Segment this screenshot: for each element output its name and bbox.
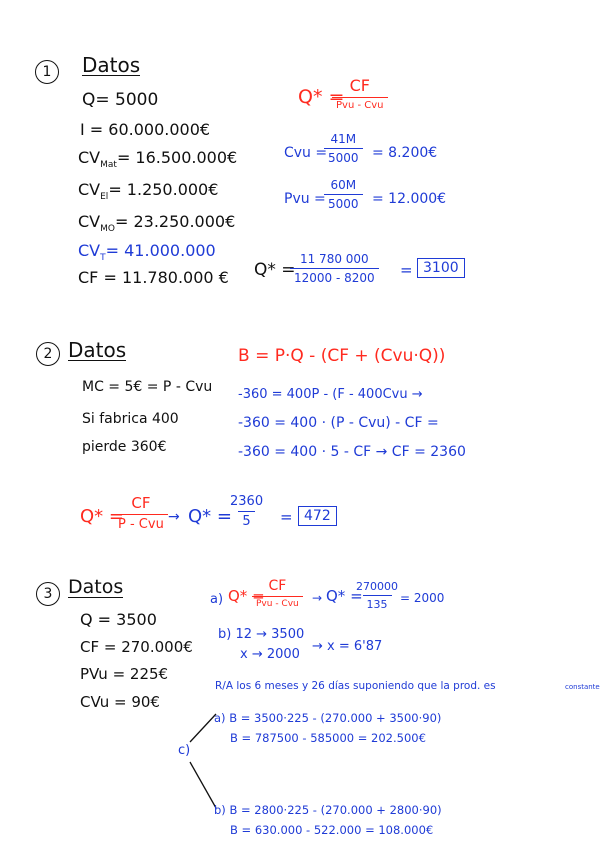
s3-c-b-line-2: B = 630.000 - 522.000 = 108.000€ <box>230 823 434 837</box>
section-3-number: 3 <box>36 582 60 606</box>
s1-cvu-result: = 8.200€ <box>372 145 438 161</box>
s3-b-line-2: x → 2000 <box>240 647 300 662</box>
s1-qstar-label: Q* = <box>298 86 345 108</box>
s1-cvmo: $CV_{MO}=$ 23.250.000€ <box>78 212 236 235</box>
s2-mc: MC = 5€ = P - Cvu <box>82 379 213 395</box>
s3-c-a-line-1: a) B = 3500·225 - (270.000 + 3500·90) <box>214 711 442 725</box>
s3-ra: R/A los 6 meses y 26 días suponiendo que la prod. es <box>215 680 496 692</box>
s1-cvel: $CV_{El}=$ 1.250.000€ <box>78 180 219 203</box>
s2-qstar-label: Q* = <box>80 506 124 527</box>
s1-qstar-fraction: CF Pvu - Cvu <box>332 76 388 111</box>
section-1-number: 1 <box>35 60 59 84</box>
s3-a-qstar-label: Q* = <box>228 587 265 605</box>
section-3-title: Datos <box>68 576 124 598</box>
s1-cvmat: $CV_{Mat}=$ 16.500.000€ <box>78 148 238 171</box>
s3-a-qstar-fraction: CF Pvu - Cvu <box>252 578 303 609</box>
s3-c-a-line-2: B = 787500 - 585000 = 202.500€ <box>230 731 426 745</box>
s3-a-arrow: → <box>312 591 323 605</box>
s1-q: Q= 5000 <box>82 90 159 110</box>
section-2-title: Datos <box>68 338 127 362</box>
s3-cf: CF = 270.000€ <box>80 638 193 656</box>
s1-qcalc-eq: = <box>400 261 413 279</box>
section-2-number: 2 <box>36 342 60 366</box>
s1-qcalc-label: Q* = <box>254 260 296 280</box>
s1-cvu-label: Cvu = <box>284 145 328 161</box>
s2-fabrica: Si fabrica 400 <box>82 411 179 427</box>
s3-cvu: CVu = 90€ <box>80 693 160 711</box>
s1-pvu-fraction: $\frac{60M}{5000}$ <box>324 178 363 211</box>
s1-qcalc-result: 3100 <box>417 258 465 278</box>
s1-cf: CF = 11.780.000 € <box>78 268 229 287</box>
s2-qcalc-label: Q* = <box>188 506 232 527</box>
s1-pvu-label: Pvu = <box>284 191 326 207</box>
s3-c-b-line-1: b) B = 2800·225 - (270.000 + 2800·90) <box>214 803 442 817</box>
s2-qcalc-eq: = <box>280 508 293 526</box>
s2-qstar-fraction: CF P - Cvu <box>114 494 168 532</box>
s3-b-line-3: → x = 6'87 <box>312 639 383 654</box>
s3-c-label: c) <box>178 743 191 758</box>
s3-pvu: PVu = 225€ <box>80 665 169 683</box>
s2-pierde: pierde 360€ <box>82 439 167 455</box>
s1-pvu-result: = 12.000€ <box>372 191 447 207</box>
s3-b-line-1: b) 12 → 3500 <box>218 627 305 642</box>
s1-qcalc-fraction: $\frac{11 780 000}{12000 - 8200}$ <box>290 252 379 285</box>
s2-qcalc-fraction: $\frac{2360}{5}$ <box>230 494 264 529</box>
s3-ra-constante: constante <box>565 683 600 691</box>
s2-line-3: -360 = 400 · 5 - CF → CF = 2360 <box>238 444 466 460</box>
s2-arrow: → <box>168 509 180 525</box>
s2-line-2: -360 = 400 · (P - Cvu) - CF = <box>238 415 439 431</box>
s3-a-qcalc-fraction: $\frac{270000}{135}$ <box>356 580 398 611</box>
s3-a-result: = 2000 <box>400 591 445 605</box>
s2-qcalc-result: 472 <box>298 506 337 526</box>
s3-q: Q = 3500 <box>80 610 157 629</box>
s1-inversion: I = 60.000.000€ <box>80 120 211 139</box>
section-1-title: Datos <box>82 53 141 77</box>
s3-a-label: a) <box>210 592 224 607</box>
s3-a-qcalc-label: Q* = <box>326 587 363 605</box>
s1-cvt: $CV_T= 41.000.000$ <box>78 241 216 264</box>
s1-cvu-fraction: $\frac{41M}{5000}$ <box>324 132 363 165</box>
s2-benefit-formula: B = P·Q - (CF + (Cvu·Q)) <box>238 346 446 366</box>
s2-line-1: -360 = 400P - (F - 400Cvu → <box>238 387 423 402</box>
